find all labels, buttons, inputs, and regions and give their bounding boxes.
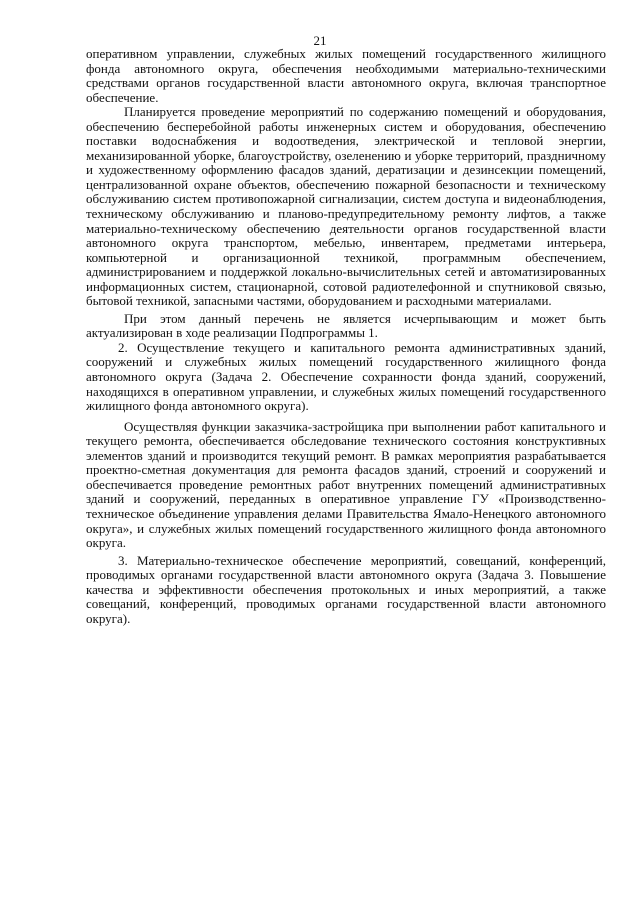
paragraph-3: При этом данный перечень не является исчерпывающим и может быть актуализирован в ходе реализации Подпрограммы 1. [86, 310, 606, 341]
paragraph-6: 3. Материально-техническое обеспечение мероприятий, совещаний, конференций, проводимых органами государственной власти автономного округа (Задача 3. Повышение качества и эффективности обеспечения протокольных и иных мероприятий, а также совещаний, конференций, проводимых органами государственной власти автономного округа). [86, 552, 606, 626]
paragraph-5: Осуществляя функции заказчика-застройщика при выполнении работ капитального и текущего ремонта, обеспечивается обследование технического состояния конструктивных элементов зданий и производится текущий ремонт. В рамках мероприятия разрабатывается проектно-сметная документация для ремонта фасадов зданий, строений и сооружений и обеспечивается проведение ремонтных работ внутренних помещений административных зданий и сооружений, переданных в оперативное управление ГУ «Производственно-техническое объединение управления делами Правительства Ямало-Ненецкого автономного округа», и служебных жилых помещений государственного жилищного фонда автономного округа. [86, 418, 606, 551]
document-body [86, 47, 606, 626]
page-number: 21 [313, 33, 327, 48]
paragraph-1: оперативном управлении, служебных жилых помещений государственного жилищного фонда автономного округа, обеспечения необходимыми материально-техническими средствами органов государственной власти автономного округа, включая транспортное обеспечение. [86, 46, 606, 105]
paragraph-4: 2. Осуществление текущего и капитального ремонта административных зданий, сооружений и служебных жилых помещений государственного жилищного фонда автономного округа (Задача 2. Обеспечение сохранности фонда зданий, сооружений, находящихся в оперативном управлении, и служебных жилых помещений государственного жилищного фонда автономного округа). [86, 339, 606, 414]
paragraph-2: Планируется проведение мероприятий по содержанию помещений и оборудования, обеспечению бесперебойной работы инженерных систем и оборудования, обеспечению поставки водоснабжения и водоотведения, электрической и тепловой энергии, механизированной уборке, благоустройству, озеленению и уборке территорий, праздничному и художественному оформлению фасадов зданий, дератизации и дезинсекции помещений, централизованной охране объектов, обеспечению пожарной безопасности и техническому обслуживанию систем противопожарной сигнализации, систем доступа и видеонаблюдения, техническому обслуживанию и планово-предупредительному ремонту лифтов, а также материально-техническому обеспечению деятельности органов государственной власти автономного округа транспортом, мебелью, инвентарем, предметами интерьера, компьютерной и организационной техникой, программным обеспечением, администрированием и поддержкой локально-вычислительных сетей и автоматизированных информационных систем, стационарной, сотовой радиотелефонной и спутниковой связью, бытовой техникой, запасными частями, оборудованием и расходными материалами. [86, 104, 606, 309]
